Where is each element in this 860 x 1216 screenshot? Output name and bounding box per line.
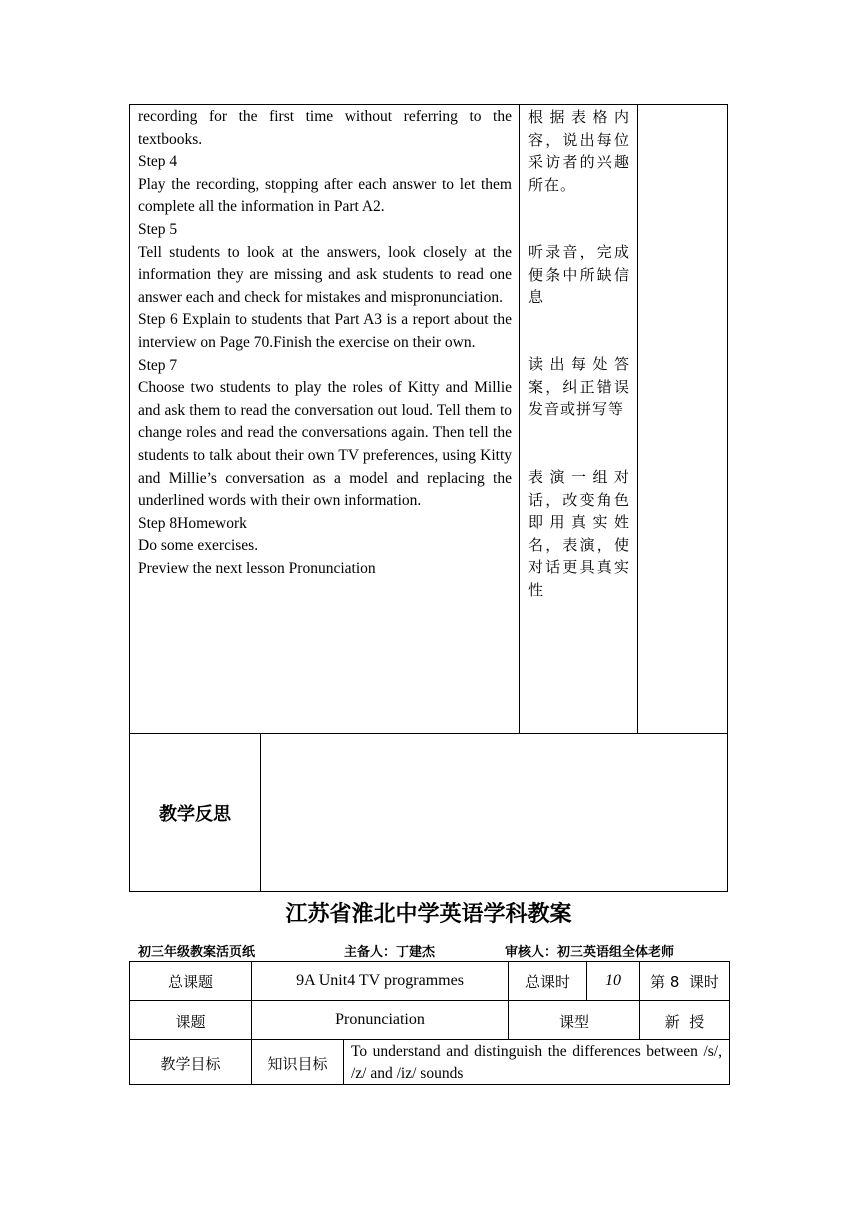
lesson-number: 第 8 课时	[650, 973, 719, 991]
procedure-paragraph: Step 4	[138, 153, 178, 171]
procedure-paragraph: Step 7	[138, 356, 178, 374]
procedure-paragraph: Step 6 Explain to students that Part A3 is a report about the interview on Page 70.Finish the exercise on their own.	[138, 311, 512, 351]
sub-header-reviewer: 审核人：初三英语组全体老师	[505, 945, 675, 960]
student-activity-3: 读出每处答案，纠正错误发音或拼写等	[528, 355, 630, 419]
total-hours-label: 总课时	[524, 973, 570, 991]
total-topic-label: 总课题	[167, 973, 213, 991]
total-hours-value: 10	[605, 972, 621, 989]
teaching-goal-label: 教学目标	[160, 1055, 221, 1073]
procedure-paragraph: Do some exercises.	[138, 537, 259, 555]
sub-header-preparer: 主备人：丁建杰	[344, 945, 436, 960]
procedure-paragraph: Preview the next lesson Pronunciation	[138, 559, 376, 577]
total-topic-value: 9A Unit4 TV programmes	[296, 972, 464, 989]
procedure-paragraph: Step 5	[138, 220, 178, 238]
procedure-paragraph: Tell students to look at the answers, look closely at the information they are missing and ask students to read one answer each and check for mistakes and mispronunciation.	[138, 243, 512, 306]
student-activity-4: 表演一组对话，改变角色即用真实姓名，表演，使对话更具真实性	[528, 468, 630, 599]
student-activity-1: 根据表格内容，说出每位采访者的兴趣所在。	[528, 108, 630, 194]
procedure-paragraph: Step 8Homework	[138, 514, 247, 532]
lesson-topic-label: 课题	[175, 1013, 206, 1031]
document-title: 江苏省淮北中学英语学科教案	[285, 902, 572, 927]
sub-header-grade: 初三年级教案活页纸	[138, 945, 256, 960]
knowledge-goal-label: 知识目标	[267, 1055, 328, 1073]
lesson-type-value: 新 授	[664, 1013, 705, 1031]
reflection-label: 教学反思	[159, 804, 231, 825]
procedure-cell	[138, 106, 512, 580]
procedure-paragraph: Play the recording, stopping after each answer to let them complete all the information in Part A2.	[138, 175, 512, 216]
knowledge-goal-value: To understand and distinguish the differences between /s/, /z/ and /iz/ sounds	[351, 1043, 722, 1082]
student-activity-2: 听录音，完成便条中所缺信息	[528, 243, 630, 307]
lesson-type-label: 课型	[558, 1013, 589, 1031]
procedure-paragraph: Choose two students to play the roles of Kitty and Millie and ask them to read the conversation out loud. Tell them to change roles and read the conversations again. Then tell the students to talk about their own TV preferences, using Kitty and Millie’s conversation as a model and replacing the underlined words with their own information.	[138, 379, 512, 510]
lesson-topic-value: Pronunciation	[335, 1011, 425, 1028]
procedure-paragraph: recording for the first time without referring to the textbooks.	[138, 108, 512, 148]
